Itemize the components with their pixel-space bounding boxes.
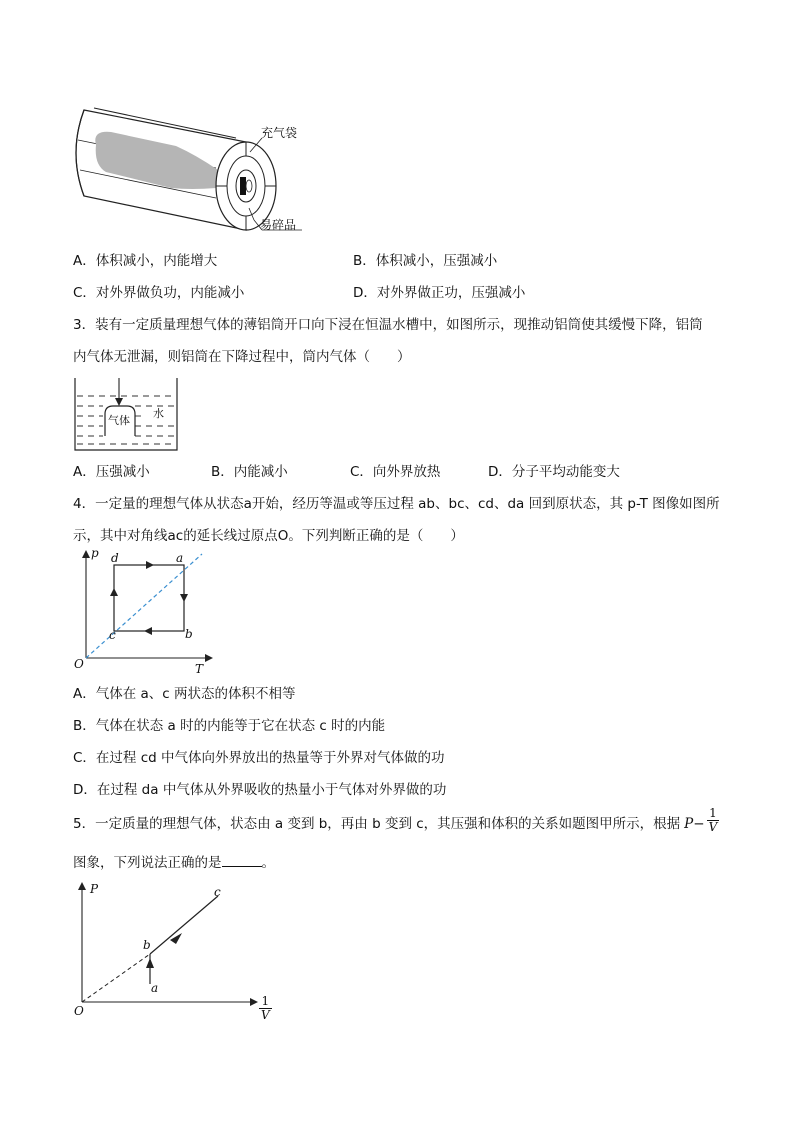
q5-fraction [707, 807, 720, 834]
q2-option-c: C．对外界做负功，内能减小 [73, 285, 245, 301]
point-label-a: a [176, 551, 184, 565]
axis-frac-den: V [261, 1008, 270, 1022]
q4-option-b: B．气体在状态 a 时的内能等于它在状态 c 时的内能 [73, 718, 386, 734]
q5-stem-line2 [73, 852, 275, 873]
q2-option-a: A．体积减小，内能增大 [73, 253, 218, 269]
q3-option-d: D．分子平均动能变大 [488, 464, 620, 480]
origin-label-o: O [74, 657, 84, 671]
axis-label-p: p [91, 546, 99, 560]
q4-stem-line2: 示，其中对角线ac的延长线过原点O。下列判断正确的是（ ） [73, 528, 464, 544]
point-label-b: b [185, 627, 193, 641]
q3-option-b: B．内能减小 [211, 464, 288, 480]
axis-label-t: T [195, 662, 204, 676]
label-airbag: 充气袋 [261, 126, 298, 140]
q5-frac-den: V [708, 819, 718, 834]
point-label-d: d [111, 551, 119, 565]
origin-label-o5: O [74, 1004, 84, 1018]
q5-dash: − [693, 816, 705, 832]
point-label-c: c [109, 628, 116, 642]
point-label-c5: c [214, 885, 221, 899]
q4-option-a: A．气体在 a、c 两状态的体积不相等 [73, 686, 296, 702]
axis-label-inv-v [259, 995, 272, 1022]
q5-stem-line1 [73, 805, 719, 834]
axis-label-p5: P [90, 882, 99, 896]
point-label-a5: a [151, 981, 159, 995]
q5-stem-text: 5．一定质量的理想气体，状态由 a 变到 b，再由 b 变到 c，其压强和体积的关系如题图甲所示，根据 [73, 816, 681, 832]
q3-option-c: C．向外界放热 [350, 464, 441, 480]
q4-option-d: D．在过程 da 中气体从外界吸收的热量小于气体对外界做的功 [73, 782, 447, 798]
label-water: 水 [153, 407, 164, 420]
point-label-b5: b [143, 938, 151, 952]
q2-option-b: B．体积减小，压强减小 [353, 253, 498, 269]
figure-p-invv-diagram [70, 878, 270, 1008]
q3-stem-line2: 内气体无泄漏，则铝筒在下降过程中，筒内气体（ ） [73, 349, 411, 365]
q3-stem-line1: 3．装有一定质量理想气体的薄铝筒开口向下浸在恒温水槽中，如图所示，现推动铝筒使其缓慢下降，铝筒 [73, 317, 703, 333]
q2-option-d: D．对外界做正功，压强减小 [353, 285, 526, 301]
q4-stem-line1: 4．一定量的理想气体从状态a开始，经历等温或等压过程 ab、bc、cd、da 回到原状态，其 p-T 图像如图所 [73, 496, 720, 512]
q5-stem-line2-text: 图象，下列说法正确的是 [73, 855, 222, 871]
figure-p-t-diagram [70, 548, 215, 678]
answer-blank[interactable] [222, 852, 262, 867]
q4-option-c: C．在过程 cd 中气体向外界放出的热量等于外界对气体做的功 [73, 750, 445, 766]
q5-p-symbol: P [684, 816, 694, 832]
axis-frac-num: 1 [259, 995, 272, 1009]
q5-stem-end: 。 [261, 855, 275, 871]
q5-frac-num: 1 [707, 807, 720, 821]
label-fragile: 易碎品 [260, 218, 297, 232]
q3-option-a: A．压强减小 [73, 464, 150, 480]
label-gas: 气体 [108, 414, 130, 427]
